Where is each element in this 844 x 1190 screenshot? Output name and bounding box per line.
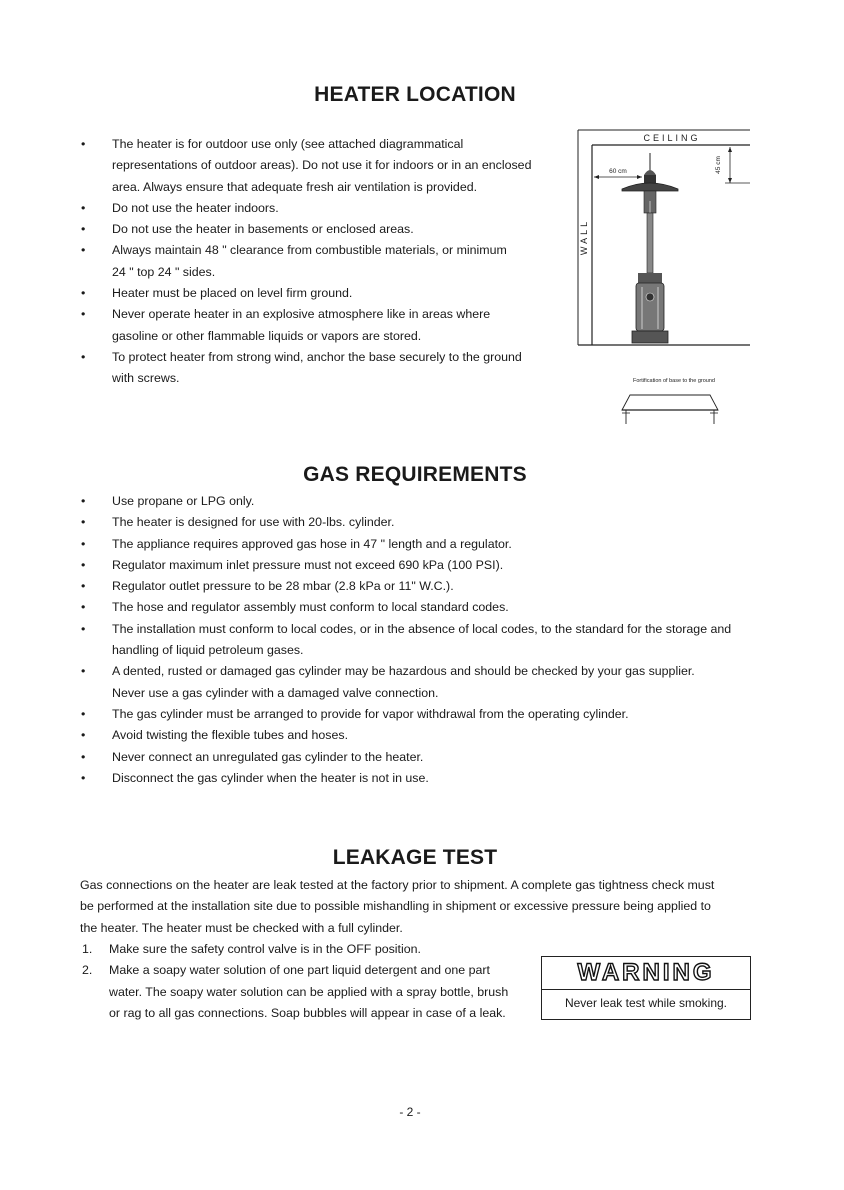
top-clearance-label: 45 cm bbox=[715, 156, 722, 174]
heater-location-list bbox=[78, 134, 548, 390]
step-number: 1. bbox=[82, 942, 93, 956]
list-item: • Do not use the heater indoors. bbox=[78, 198, 548, 219]
list-item: • Always maintain 48 " clearance from combustible materials, or minimum 24 " top 24 " sides. bbox=[78, 240, 548, 283]
list-item: • A dented, rusted or damaged gas cylinder may be hazardous and should be checked by your gas supplier. Never use a gas cylinder with a damaged valve connection. bbox=[78, 661, 753, 704]
base-caption: Fortification of base to the ground bbox=[633, 378, 715, 384]
list-item: • To protect heater from strong wind, anchor the base securely to the ground with screws. bbox=[78, 347, 548, 390]
side-clearance-label: 60 cm bbox=[609, 168, 627, 175]
warning-box bbox=[541, 956, 751, 1020]
list-item: • Regulator maximum inlet pressure must not exceed 690 kPa (100 PSI). bbox=[78, 555, 753, 576]
list-item: • The gas cylinder must be arranged to provide for vapor withdrawal from the operating cylinder. bbox=[78, 704, 753, 725]
ceiling-label: CEILING bbox=[643, 133, 701, 143]
warning-text: Never leak test while smoking. bbox=[564, 996, 728, 1010]
list-item: • Never connect an unregulated gas cylinder to the heater. bbox=[78, 747, 753, 768]
list-item: • The installation must conform to local codes, or in the absence of local codes, to the standard for the storage and handling of liquid petroleum gases. bbox=[78, 619, 753, 662]
list-item bbox=[82, 960, 522, 1024]
list-item: • Regulator outlet pressure to be 28 mbar (2.8 kPa or 11" W.C.). bbox=[78, 576, 753, 597]
page-number: - 2 - bbox=[399, 1105, 421, 1119]
list-item: • Never operate heater in an explosive atmosphere like in areas where gasoline or other flammable liquids or vapors are stored. bbox=[78, 304, 548, 347]
heater-location-heading: HEATER LOCATION bbox=[314, 83, 516, 106]
gas-requirements-heading: GAS REQUIREMENTS bbox=[303, 463, 527, 486]
list-item: • Do not use the heater in basements or enclosed areas. bbox=[78, 219, 548, 240]
list-item bbox=[82, 939, 579, 960]
list-item: • Disconnect the gas cylinder when the heater is not in use. bbox=[78, 768, 753, 789]
warning-title: WARNING bbox=[542, 957, 750, 990]
step-number: 2. bbox=[82, 963, 93, 978]
list-item: • The heater is designed for use with 20-lbs. cylinder. bbox=[78, 512, 753, 533]
patio-heater-illustration bbox=[622, 153, 678, 343]
leakage-test-intro: Gas connections on the heater are leak tested at the factory prior to shipment. A complete gas tightness check must be performed at the installation site due to possible mishandling in shipment or excessive pressure being applied to the heater. The heater must be checked with a full cylinder. bbox=[80, 878, 715, 935]
step-text: Make a soapy water solution of one part liquid detergent and one part water. The soapy water solution can be applied with a spray bottle, brush or rag to all gas connections. Soap bubbles will appear in case of a leak. bbox=[109, 963, 509, 1020]
list-item: • Heater must be placed on level firm ground. bbox=[78, 283, 548, 304]
wall-label: WALL bbox=[579, 218, 589, 256]
list-item: • The appliance requires approved gas hose in 47 " length and a regulator. bbox=[78, 534, 753, 555]
gas-requirements-list bbox=[78, 491, 753, 789]
leakage-test-heading: LEAKAGE TEST bbox=[332, 846, 498, 869]
list-item: • Use propane or LPG only. bbox=[78, 491, 753, 512]
step-text: Make sure the safety control valve is in the OFF position. bbox=[109, 942, 421, 956]
leakage-test-steps bbox=[82, 939, 522, 1024]
clearance-diagram bbox=[570, 125, 755, 430]
list-item: • Avoid twisting the flexible tubes and hoses. bbox=[78, 725, 753, 746]
base-fortification-illustration bbox=[622, 395, 718, 424]
list-item: • The hose and regulator assembly must conform to local standard codes. bbox=[78, 597, 753, 618]
list-item: • The heater is for outdoor use only (see attached diagrammatical representations of outdoor areas). Do not use it for indoors or in an enclosed area. Always ensure that adequate fresh air ventilation is provided. bbox=[78, 134, 548, 198]
